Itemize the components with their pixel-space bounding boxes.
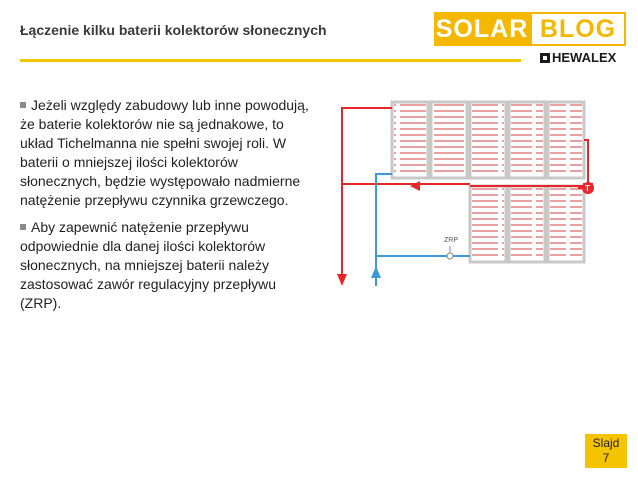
cold-arrow-up-icon [371,266,381,278]
bullet-icon [20,224,26,230]
sensor-label: T [585,184,590,193]
logo-solar: SOLAR [434,12,530,46]
body-text [20,96,320,321]
collector-diagram [330,96,610,296]
hewalex-mark-icon [540,53,550,63]
zrp-label: ZRP [444,237,458,244]
cold-pipes [376,174,470,286]
bullet-icon [20,102,26,108]
bullet-paragraph-2: Aby zapewnić natężenie przepływu odpowiednie dla danej ilości kolektorów słonecznych, na mniejszej baterii należy zastosować zawór regulacyjny przepływu (ZRP). [20,219,276,311]
solarblog-logo [434,12,626,46]
header-rule [20,59,521,62]
slide-label: Slajd [592,436,620,450]
hewalex-label: HEWALEX [552,50,617,65]
hewalex-logo [540,50,616,65]
temperature-sensor [582,182,594,194]
slide-title: Łączenie kilku baterii kolektorów słonecznych [20,22,327,38]
battery-bottom [470,186,584,262]
slide-number-badge [585,434,627,468]
battery-top [392,102,584,178]
logo-blog: BLOG [530,12,626,46]
hot-arrow-down-icon [337,274,347,286]
slide-number: 7 [602,451,610,465]
bullet-paragraph-1: Jeżeli względy zabudowy lub inne powodują, że baterie kolektorów nie są jednakowe, to układ Tichelmanna nie spełni swojej roli. W baterii o mniejszej ilości kolektorów słonecznych, będzie występowało nadmierne natężenie przepływu czynnika grzewczego. [20,97,309,208]
hot-arrow-left-icon [410,181,420,191]
